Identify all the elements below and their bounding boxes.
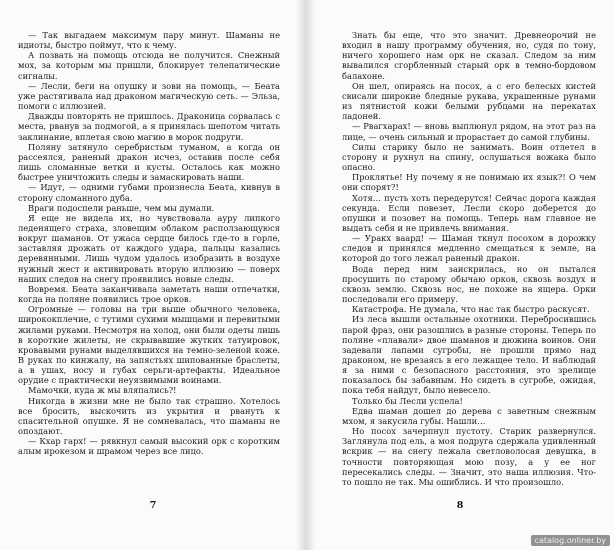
- paragraph: Но посох зачерпнул пустоту. Старик развернулся. Заглянула под ель, а моя подруга сдержала удивленный вскрик — на снегу лежала светловолосая девушка, в точности повторяющая мою позу, а у ее ног пересекались следы. — Значит, это наша иллюзия. Что-то пошло не так. Мы ошиблись. И что произошло.: [342, 426, 596, 487]
- paragraph: Вовремя. Беата заканчивала заметать наши отпечатки, когда на поляне появились трое орков.: [18, 283, 280, 305]
- paragraph: Вода перед ним заискрилась, но он пытался просушить по старому обычаю орков, сквозь воздух и сквозь землю. Сквозь нос, не похоже на ящера. Орки последовали его примеру.: [342, 263, 596, 305]
- paragraph: Знать бы еще, что это значит. Древнеорочий не входил в нашу программу обучения, но, судя по тону, ничего хорошего нам орк не сказал. Следом за ним вывалился сгорбленный старый орк в темно-бордовом балахоне.: [342, 30, 596, 81]
- book-gutter-shadow: [296, 0, 316, 550]
- page-number-left: 7: [149, 500, 157, 511]
- paragraph: Враги подоспели раньше, чем мы думали.: [28, 202, 215, 213]
- paragraph: — Уракх ваард! — Шаман ткнул посохом в дорожку следов и принялся медленно смещаться к земле, на которой до того лежал раненый дракон.: [342, 233, 596, 264]
- paragraph: — Лесли, беги на опушку и зови на помощь, — Беата уже растягивала над драконом магическую сеть. — Эльза, помоги с иллюзией.: [18, 80, 280, 112]
- paragraph: Из леса вышли остальные охотники. Перебросившись парой фраз, они разошлись в разные стороны. Теперь по поляне «плавали» двое шаманов и дюжина воинов. Они задевали лапами сугробы, не прошли прямо над драконом, не врезаясь в его лежащее тело. И наблюдай я за ними с безопасного расстояния, это зрелище показалось бы забавным. Но сидеть в сугробе, ожидая, пока тебя найдут, было невесело.: [342, 314, 596, 396]
- paragraph: Он шел, опираясь на посох, а с его белесых кистей свисали широкие бледные рукава, украшенные рунами из пятнистой кожи белыми рубцами на перекатах ладоней.: [342, 80, 596, 122]
- paragraph: — Рвагхарах! — вновь выплюнул рядом, на этот раз на лице, — очень сильный и прорастает до самой глубины.: [342, 121, 596, 142]
- paragraph: — Идут, — одними губами произнесла Беата, кивнув в сторону сломанного дуба.: [18, 182, 280, 203]
- paragraph: Хотя… пусть хоть передерутся! Сейчас дорога каждая секунда. Если повезет, Лесли скоро доберется до опушки и позовет на помощь. Теперь нам главное не выдать себя и не привлечь внимания.: [342, 192, 596, 233]
- page-number-right: 8: [456, 500, 464, 511]
- paragraph: Мамочки, куда ж мы вляпались?!: [28, 385, 177, 396]
- paragraph: Огромные — головы на три выше обычного человека, ширококплечие, с тутими сухими мышцами и перевитыми жилами руками. Несмотря на холод, они были одеты лишь в короткие жилеты, не скрывавшие жутких татуировок, кровавыми рунами выделявшихся на темно-зеленой коже. В руках по кинжалу, на запястьях шипованные браслеты, а в ушах, носу и губах серьги-артефакты. Идеальное орудие с практически неуязвимыми воинами.: [18, 304, 280, 386]
- left-page-text: [18, 30, 280, 457]
- paragraph: Поляну затянуло серебристым туманом, а когда он рассеялся, раненый дракон исчез, оставив после себя лишь сломанные ветки и кусты. Осталось как можно быстрее уничтожить следы и замаскировать наши.: [18, 141, 280, 183]
- paragraph: Я еще не видела их, но чувствовала ауру липкого леденящего страха, зловещим облаком расползающуюся вокруг шаманов. От ужаса сердце билось где-то в горле, заставляя дрожать от каждого удара, пальцы казались деревянными. Лишь чудом удалось изобразить в воздухе нужный жест и активировать вторую иллюзию — поверх наших следов на снегу проявились новые следы.: [18, 212, 280, 284]
- paragraph: Никогда в жизни мне не было так страшно. Хотелось все бросить, выскочить из укрытия и рвануть к спасительной опушке. Я не сомневалась, что шаманы не опоздают.: [18, 395, 280, 437]
- paragraph: — Кхар гарх! — рявкнул самый высокий орк с коротким алым ирокезом и шрамом через все лицо.: [18, 436, 280, 457]
- left-page: [0, 0, 306, 550]
- paragraph: Только бы Лесли успела!: [352, 395, 463, 406]
- paragraph: Силы старику было не занимать. Воин отлетел в сторону и рухнул на спину, ослушаться вожака было опасно.: [342, 141, 596, 173]
- paragraph: Едва шаман дошел до дерева с заветным снежным мхом, я закусила губы. Нашли…: [342, 405, 596, 426]
- paragraph: А позвать на помощь отсюда не получится. Снежный мох, за которым мы пришли, блокирует телепатические сигналы.: [18, 50, 280, 81]
- paragraph: Проклятье! Ну почему я не понимаю их язык?! О чем они спорят?!: [342, 172, 596, 193]
- paragraph: — Так выгадаем максимум пару минут. Шаманы не идиоты, быстро поймут, что к чему.: [18, 30, 280, 51]
- paragraph: Катастрофа. Не думала, что нас так быстро раскусят.: [352, 304, 590, 315]
- paragraph: Дважды повторять не пришлось. Драконица сорвалась с места, рванув за подмогой, а я принялась шепотом читать заклинание, вплетая свою магию в морок подруги.: [18, 111, 280, 142]
- right-page-text: [342, 30, 596, 487]
- watermark-label: catalog.onliner.by: [531, 535, 610, 546]
- right-page: [306, 0, 614, 550]
